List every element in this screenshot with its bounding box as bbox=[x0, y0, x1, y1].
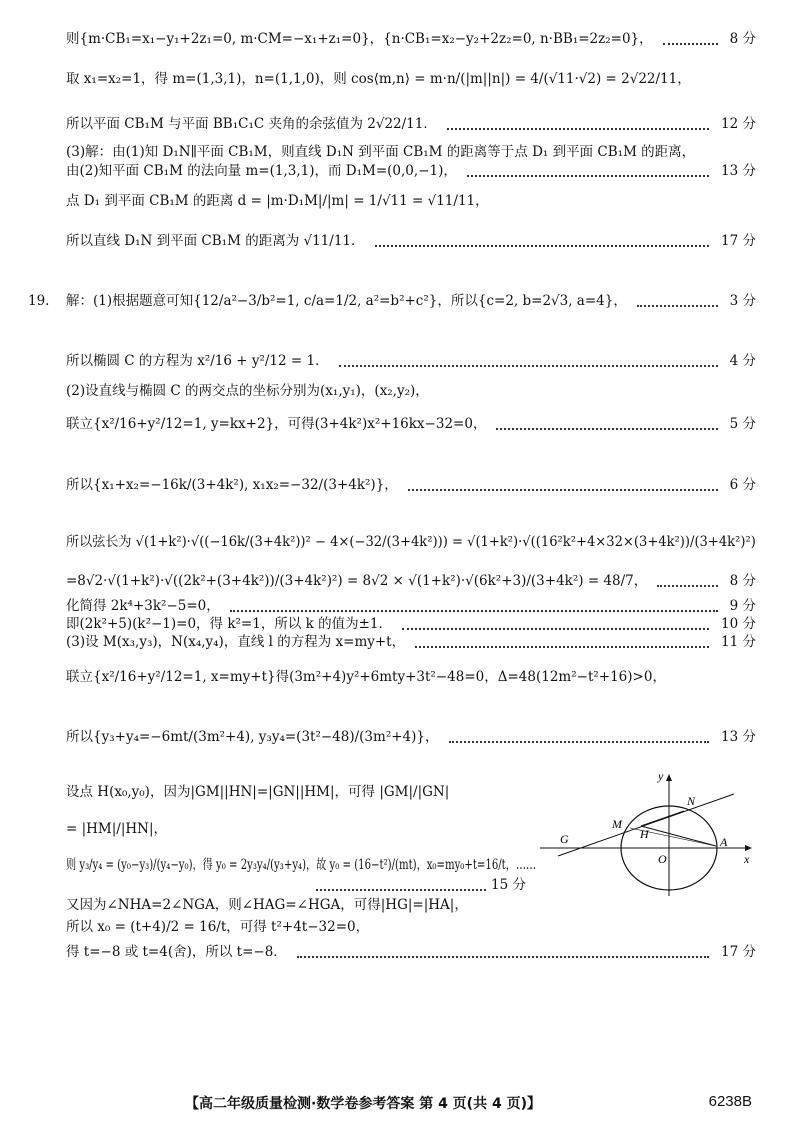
answer-line bbox=[66, 476, 756, 494]
answer-text: 即(2k²+5)(k²−1)=0，得 k²=1，所以 k 的值为±1． bbox=[66, 616, 392, 632]
score-mark: 4 分 bbox=[729, 353, 756, 369]
answer-text: 所以椭圆 C 的方程为 x²/16 + y²/12 = 1． bbox=[66, 353, 329, 369]
dot-leader bbox=[339, 347, 718, 367]
answer-line bbox=[66, 668, 756, 686]
answer-text: (3)设 M(x₃,y₃)，N(x₄,y₄)，直线 l 的方程为 x=my+t， bbox=[66, 634, 406, 650]
answer-text: 解：(1)根据题意可知{12/a²−3/b²=1, c/a=1/2, a²=b²+c²}，所以{c=2, b=2√3, a=4}， bbox=[66, 293, 627, 309]
answer-text: 点 D₁ 到平面 CB₁M 的距离 d = |m·D₁M|/|m| = 1/√11 = √11/11， bbox=[66, 193, 489, 209]
score-mark: 9 分 bbox=[729, 598, 756, 614]
score-mark: 5 分 bbox=[729, 416, 756, 432]
score-mark: 17 分 bbox=[721, 944, 756, 960]
footer-code: 6238B bbox=[708, 1093, 752, 1110]
dot-leader bbox=[415, 628, 709, 648]
answer-line bbox=[66, 115, 756, 133]
answer-text: 设点 H(x₀,y₀)，因为|GM||HN|=|GN||HM|，可得 |GM|/|GN| bbox=[66, 784, 450, 800]
answer-line bbox=[66, 633, 756, 651]
score-mark: 8 分 bbox=[729, 573, 756, 589]
score-mark: 6 分 bbox=[729, 477, 756, 493]
dot-leader bbox=[657, 567, 718, 587]
score-mark: 8 分 bbox=[729, 31, 756, 47]
answer-text: 所以平面 CB₁M 与平面 BB₁C₁C 夹角的余弦值为 2√22/11． bbox=[66, 116, 437, 132]
answer-line bbox=[66, 572, 756, 590]
dot-leader bbox=[402, 610, 709, 630]
answer-text: 所以{x₁+x₂=−16k/(3+4k²), x₁x₂=−32/(3+4k²)}， bbox=[66, 477, 398, 493]
ellipse-diagram bbox=[538, 768, 760, 898]
x-axis-arrow bbox=[745, 845, 752, 851]
answer-line bbox=[66, 192, 756, 210]
answer-text: 由(2)知平面 CB₁M 的法向量 m=(1,3,1)，而 D₁M=(0,0,−1)， bbox=[66, 163, 457, 179]
answer-line bbox=[66, 728, 756, 746]
line-l bbox=[558, 794, 734, 856]
question-number: 19. bbox=[28, 293, 50, 309]
score-mark: 10 分 bbox=[721, 616, 756, 632]
dot-leader bbox=[467, 157, 709, 177]
dot-leader bbox=[297, 938, 709, 958]
answer-text: 取 x₁=x₂=1，得 m=(1,3,1)，n=(1,1,0)，则 cos⟨m,n⟩ = m·n/(|m||n|) = 4/(√11·√2) = 2√22/11， bbox=[66, 71, 691, 87]
y-axis-arrow bbox=[666, 774, 672, 781]
answer-line bbox=[66, 232, 756, 250]
label-O: O bbox=[658, 852, 667, 866]
answer-text: 所以{y₃+y₄=−6mt/(3m²+4), y₃y₄=(3t²−48)/(3m²+4)}， bbox=[66, 729, 439, 745]
segment-HN bbox=[641, 811, 684, 826]
dot-leader bbox=[375, 227, 709, 247]
answer-text: 联立{x²/16+y²/12=1, x=my+t}得(3m²+4)y²+6mty+3t²−48=0，Δ=48(12m²−t²+16)>0， bbox=[66, 669, 666, 685]
answer-text: 联立{x²/16+y²/12=1, y=kx+2}，可得(3+4k²)x²+16kx−32=0， bbox=[66, 416, 487, 432]
dot-leader bbox=[447, 110, 709, 130]
answer-line bbox=[66, 415, 756, 433]
answer-line bbox=[66, 30, 756, 48]
label-y: y bbox=[658, 769, 664, 783]
dot-leader bbox=[408, 471, 718, 491]
answer-line bbox=[66, 896, 756, 914]
answer-line bbox=[66, 943, 756, 961]
footer-title: 【高二年级质量检测·数学卷参考答案 第 4 页(共 4 页)】 bbox=[185, 1096, 541, 1112]
answer-text: 化简得 2k⁴+3k²−5=0， bbox=[66, 598, 220, 614]
answer-text: 则{m·CB₁=x₁−y₁+2z₁=0, m·CM=−x₁+z₁=0}，{n·CB₁=x₂−y₂+2z₂=0, n·BB₁=2z₂=0}， bbox=[66, 31, 653, 47]
score-mark: 17 分 bbox=[721, 233, 756, 249]
label-x: x bbox=[744, 852, 750, 866]
answer-text: 得 t=−8 或 t=4(舍)，所以 t=−8． bbox=[66, 944, 287, 960]
answer-line bbox=[28, 292, 756, 310]
segment-HA bbox=[641, 826, 716, 846]
dot-leader bbox=[637, 287, 718, 307]
score-mark: 13 分 bbox=[721, 163, 756, 179]
answer-line bbox=[66, 70, 756, 88]
label-N: N bbox=[687, 794, 696, 808]
label-M: M bbox=[612, 817, 622, 831]
answer-line bbox=[66, 162, 756, 180]
answer-text: 所以弦长为 √(1+k²)·√((−16k/(3+4k²))² − 4×(−32/(3+4k²))) = √(1+k²)·√((16²k²+4×32×(3+4k²))/(3+4k²)²) bbox=[66, 534, 756, 550]
score-mark: 15 分 bbox=[491, 877, 526, 893]
answer-text: (3)解：由(1)知 D₁N∥平面 CB₁M，则直线 D₁N 到平面 CB₁M 的距离等于点 D₁ 到平面 CB₁M 的距离， bbox=[66, 144, 696, 160]
answer-text: 则 y₃/y₄ = (y₀−y₃)/(y₄−y₀)，得 y₀ = 2y₃y₄/(y₃+y₄)，故 y₀ = (16−t²)/(mt)，x₀=my₀+t=16/t，…… bbox=[66, 857, 537, 873]
answer-text: (2)设直线与椭圆 C 的两交点的坐标分别为(x₁,y₁)，(x₂,y₂)， bbox=[66, 383, 429, 399]
page-footer bbox=[0, 1093, 800, 1115]
label-G: G bbox=[560, 832, 569, 846]
label-H: H bbox=[640, 827, 649, 841]
dot-leader bbox=[316, 871, 486, 891]
dot-leader bbox=[449, 723, 709, 743]
answer-text: =8√2·√(1+k²)·√((2k²+(3+4k²))/(3+4k²)²) = 8√2 × √(1+k²)·√(6k²+3)/(3+4k²) = 48/7， bbox=[66, 573, 648, 589]
dot-leader bbox=[663, 25, 718, 45]
dot-leader bbox=[496, 410, 718, 430]
score-mark: 12 分 bbox=[721, 116, 756, 132]
answer-text: 所以 x₀ = (t+4)/2 = 16/t，可得 t²+4t−32=0， bbox=[66, 919, 370, 935]
dot-leader bbox=[230, 592, 718, 612]
score-mark: 11 分 bbox=[721, 634, 756, 650]
answer-text: = |HM|/|HN|， bbox=[66, 821, 168, 837]
answer-line bbox=[66, 382, 756, 400]
answer-text: 所以直线 D₁N 到平面 CB₁M 的距离为 √11/11． bbox=[66, 233, 365, 249]
score-mark: 3 分 bbox=[729, 293, 756, 309]
label-A: A bbox=[720, 835, 728, 849]
score-mark: 13 分 bbox=[721, 729, 756, 745]
answer-line bbox=[66, 918, 756, 936]
answer-text: 又因为∠NHA=2∠NGA，则∠HAG=∠HGA，可得|HG|=|HA|， bbox=[66, 897, 468, 913]
answer-line bbox=[66, 533, 756, 551]
answer-line bbox=[66, 352, 756, 370]
